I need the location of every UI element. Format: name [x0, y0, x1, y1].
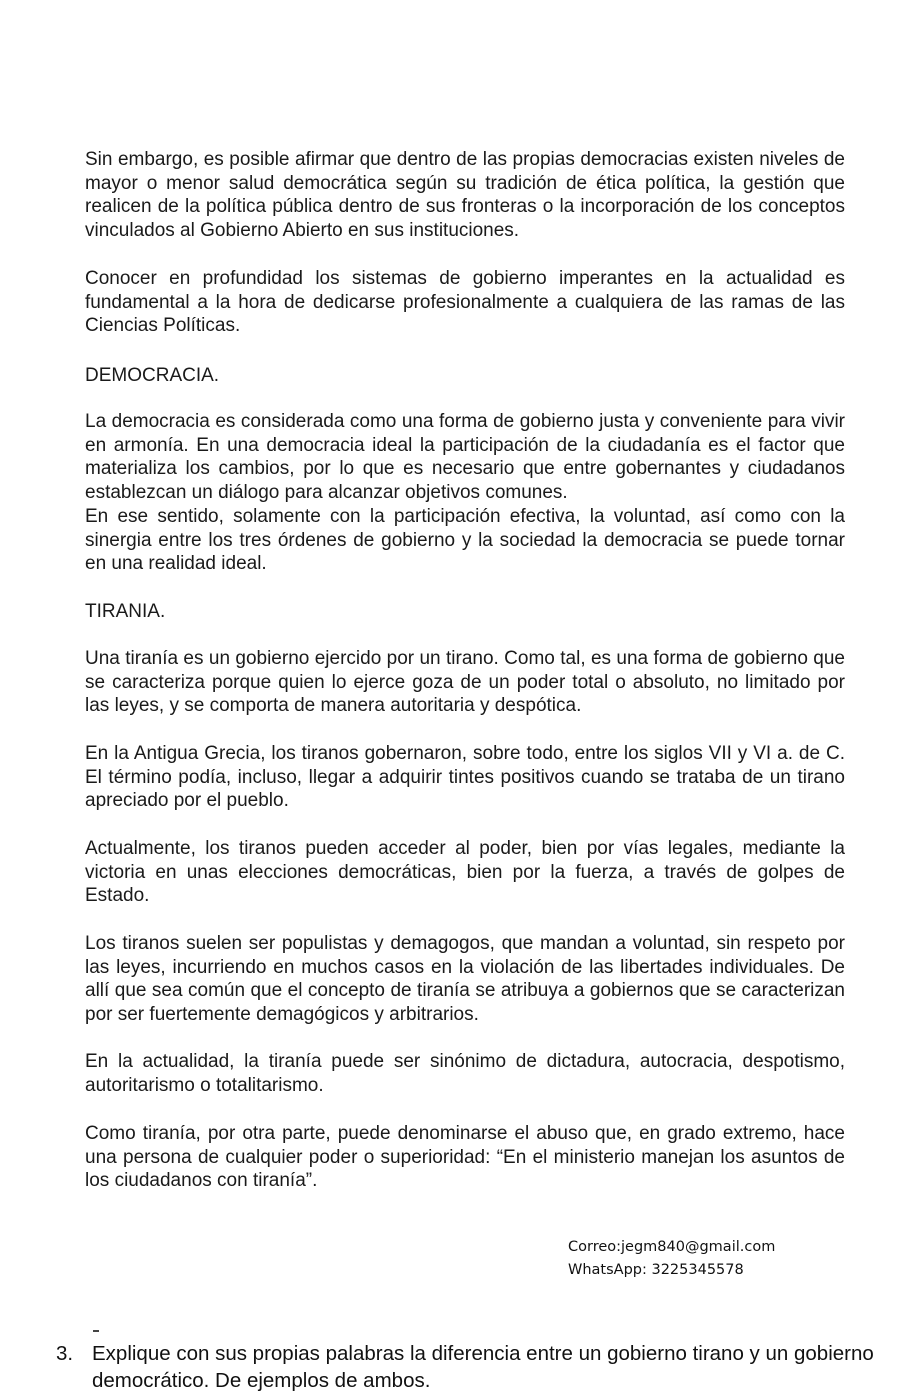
paragraph-tirania-abuso: Como tiranía, por otra parte, puede denominarse el abuso que, en grado extremo, hace una persona de cualquier poder o superioridad: “En el ministerio manejan los asuntos de los ciudadanos con tiranía”. [85, 1123, 845, 1192]
paragraph-democracia-sinergia: En ese sentido, solamente con la participación efectiva, la voluntad, así como con la sinergia entre los tres órdenes de gobierno y la sociedad la democracia se puede tornar en una realidad ideal. [85, 506, 845, 575]
paragraph-sistemas-gobierno: Conocer en profundidad los sistemas de gobierno imperantes en la actualidad es fundamental a la hora de dedicarse profesionalmente a cualquiera de las ramas de las Ciencias Políticas. [85, 268, 845, 337]
heading-democracia: DEMOCRACIA. [85, 365, 220, 386]
paragraph-tiranos-populistas: Los tiranos suelen ser populistas y demagogos, que mandan a voluntad, sin respeto por las leyes, incurriendo en muchos casos en la violación de las libertades individuales. De allí que sea común que el concepto de tiranía se atribuya a gobiernos que se caracterizan por ser fuertemente demagógicos y arbitrarios. [85, 933, 845, 1026]
paragraph-tirania-sinonimos: En la actualidad, la tiranía puede ser sinónimo de dictadura, autocracia, despotismo, autoritarismo o totalitarismo. [85, 1051, 845, 1096]
paragraph-antigua-grecia: En la Antigua Grecia, los tiranos gobernaron, sobre todo, entre los siglos VII y VI a. de C. El término podía, incluso, llegar a adquirir tintes positivos cuando se trataba de un tirano apreciado por el pueblo. [85, 743, 845, 812]
heading-tirania: TIRANIA. [85, 601, 166, 622]
paragraph-tiranos-actualmente: Actualmente, los tiranos pueden acceder al poder, bien por vías legales, mediante la victoria en unas elecciones democráticas, bien por la fuerza, a través de golpes de Estado. [85, 838, 845, 907]
contact-whatsapp: WhatsApp: 3225345578 [568, 1262, 744, 1278]
contact-email: Correo:jegm840@gmail.com [568, 1239, 776, 1255]
decorative-mark [93, 1330, 99, 1332]
question-number: 3. [56, 1342, 74, 1365]
paragraph-salud-democratica: Sin embargo, es posible afirmar que dentro de las propias democracias existen niveles de mayor o menor salud democrática según su tradición de ética política, la gestión que realicen de la política pública dentro de sus fronteras o la incorporación de los conceptos vinculados al Gobierno Abierto en sus instituciones. [85, 149, 845, 242]
paragraph-tirania-definicion: Una tiranía es un gobierno ejercido por un tirano. Como tal, es una forma de gobierno que se caracteriza porque quien lo ejerce goza de un poder total o absoluto, no limitado por las leyes, y se comporta de manera autoritaria y despótica. [85, 648, 845, 717]
question-text: Explique con sus propias palabras la diferencia entre un gobierno tirano y un gobierno democrático. De ejemplos de ambos. [92, 1342, 874, 1392]
paragraph-democracia-definicion: La democracia es considerada como una forma de gobierno justa y conveniente para vivir en armonía. En una democracia ideal la participación de la ciudadanía es el factor que materializa los cambios, por lo que es necesario que entre gobernantes y ciudadanos establezcan un diálogo para alcanzar objetivos comunes. [85, 411, 845, 504]
